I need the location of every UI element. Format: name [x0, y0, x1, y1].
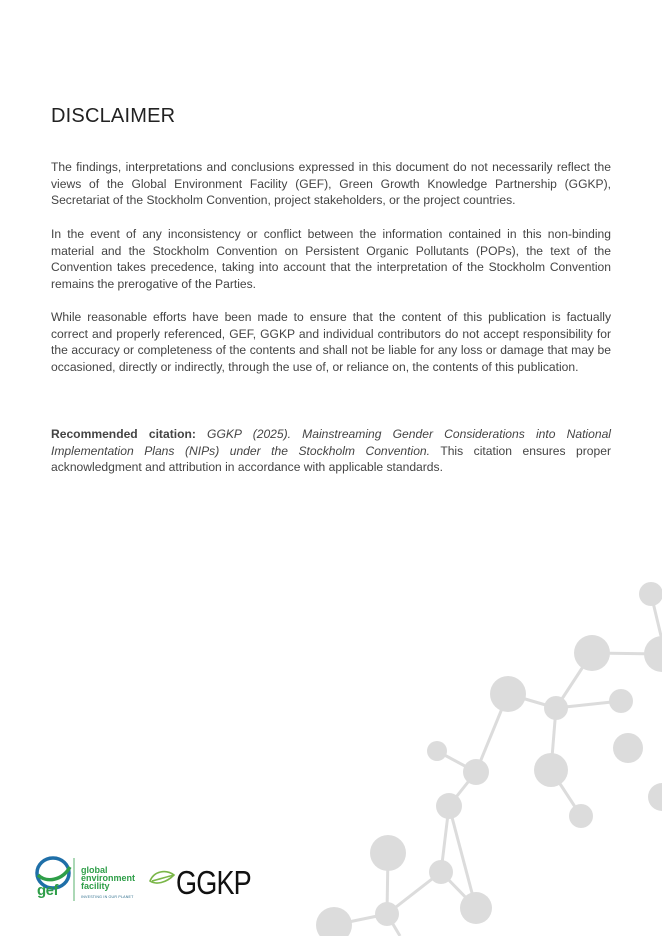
paragraph-liability: While reasonable efforts have been made to ensure that the content of this publication is factually correct and properly referenced, GEF, GGKP and individual contributors do not accept responsibility for the accuracy or completeness of the contents and shall not be liable for any loss or damage that may be occasioned, directly or indirectly, through the use of, or reliance on, the contents of this publication. — [51, 310, 611, 375]
gef-line-global: global — [81, 865, 108, 875]
page-title: DISCLAIMER — [51, 105, 176, 127]
ggkp-wordmark: GGKP — [176, 864, 251, 901]
gef-line-environment: environment — [81, 873, 136, 883]
paragraph-findings: The findings, interpretations and conclusions expressed in this document do not necessarily reflect the views of the Global Environment Facility (GEF), Green Growth Knowledge Partnership (GGKP), Secretariat of the Stockholm Convention, project stakeholders, or the project countries. — [51, 160, 611, 208]
gef-tagline: INVESTING IN OUR PLANET — [81, 895, 134, 899]
gef-line-facility: facility — [81, 881, 110, 891]
citation-note: This citation ensures proper acknowledgment and attribution in accordance with applicable standards. — [51, 443, 611, 475]
gef-wordmark: gef — [37, 882, 58, 899]
gef-logo-text — [81, 866, 135, 890]
citation-label: Recommended citation: — [51, 427, 196, 441]
ggkp-leaf-icon — [150, 872, 174, 883]
molecule-bonds — [334, 594, 662, 936]
paragraph-inconsistency: In the event of any inconsistency or conflict between the information contained in this non-binding material and the Stockholm Convention on Persistent Organic Pollutants (POPs), the text of the Convention takes precedence, taking into account that the interpretation of the Stockholm Convention remains the prerogative of the Parties. — [51, 227, 611, 292]
citation-reference: GGKP (2025). Mainstreaming Gender Considerations into National Implementation Plans (NIPs) under the Stockholm Convention. — [51, 427, 611, 458]
recommended-citation — [51, 426, 611, 476]
molecule-atoms — [316, 582, 662, 936]
